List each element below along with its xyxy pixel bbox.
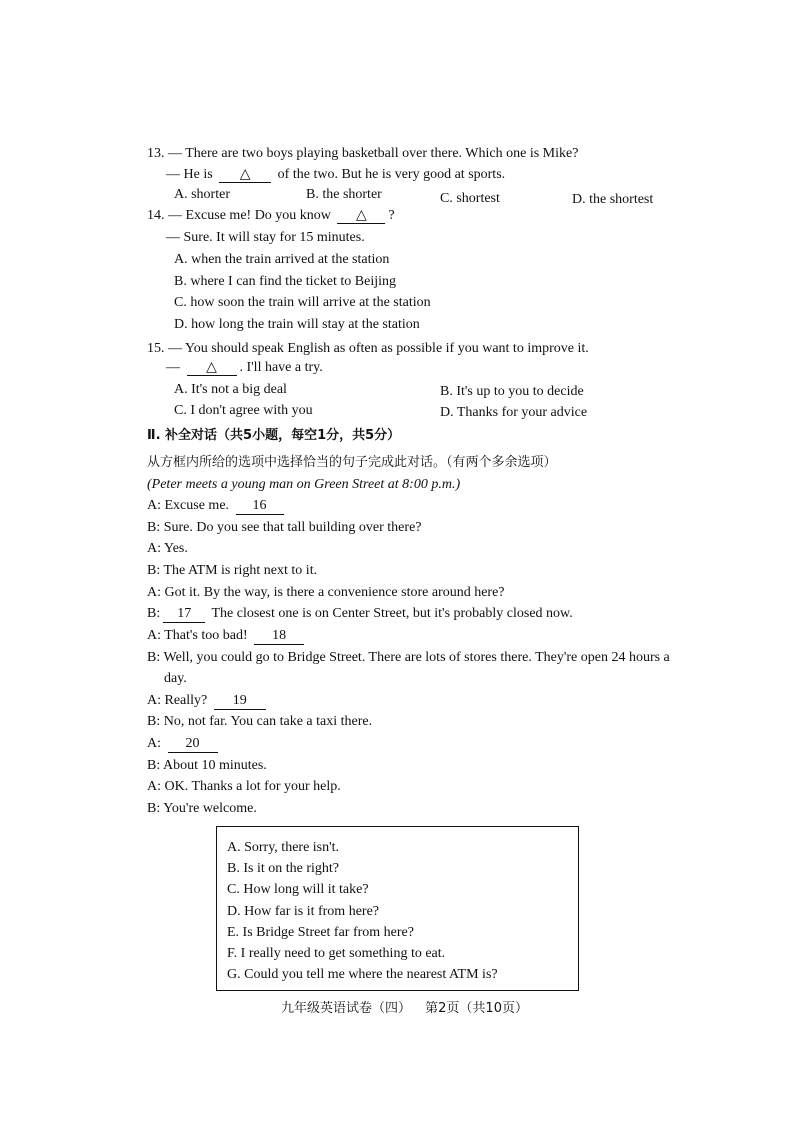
section-2-title: Ⅱ. 补全对话（共5小题，每空1分，共5分） <box>147 428 401 443</box>
box-option-b[interactable]: B. Is it on the right? <box>227 861 339 876</box>
blank-17[interactable]: 17 <box>163 606 205 623</box>
q14-reply: — Sure. It will stay for 15 minutes. <box>166 230 365 245</box>
q15-blank[interactable]: △ <box>187 359 237 376</box>
q13-option-a[interactable]: A. shorter <box>174 187 230 202</box>
blank-16[interactable]: 16 <box>236 498 284 515</box>
question-13: 13. — There are two boys playing basketball over there. Which one is Mike? <box>147 146 579 161</box>
box-option-f[interactable]: F. I really need to get something to eat. <box>227 946 446 961</box>
box-option-e[interactable]: E. Is Bridge Street far from here? <box>227 925 414 940</box>
dialogue-text: A: Really? <box>147 693 208 708</box>
dialogue-line-8: B: Well, you could go to Bridge Street. There are lots of stores there. They're open 24 hours a <box>147 650 670 665</box>
page-footer <box>281 1000 528 1018</box>
dialogue-line-11 <box>147 735 221 753</box>
question-15: 15. — You should speak English as often as possible if you want to improve it. <box>147 341 589 356</box>
exam-title: 九年级英语试卷（四） <box>281 1001 412 1016</box>
dialogue-text: A: <box>147 736 161 751</box>
section-2-scene: (Peter meets a young man on Green Street at 8:00 p.m.) <box>147 477 461 492</box>
page-number: 第2页（共10页） <box>425 1001 528 1016</box>
q14-option-d[interactable]: D. how long the train will stay at the station <box>174 317 420 332</box>
dialogue-line-13: A: OK. Thanks a lot for your help. <box>147 779 341 794</box>
dialogue-text: The closest one is on Center Street, but it's probably closed now. <box>211 606 573 621</box>
blank-20[interactable]: 20 <box>168 736 218 753</box>
dialogue-line-3: A: Yes. <box>147 541 188 556</box>
q14-blank[interactable]: △ <box>337 207 385 224</box>
q13-option-c[interactable]: C. shortest <box>440 191 500 206</box>
q14-option-c[interactable]: C. how soon the train will arrive at the station <box>174 295 431 310</box>
dialogue-text: B: <box>147 606 161 621</box>
dialogue-text: A: That's too bad! <box>147 628 248 643</box>
q13-answer-prefix: — He is <box>166 167 213 182</box>
dialogue-line-7 <box>147 627 307 645</box>
q15-reply-prefix: — <box>166 360 180 375</box>
dialogue-line-2: B: Sure. Do you see that tall building over there? <box>147 520 422 535</box>
q14-question-suffix: ? <box>388 208 395 223</box>
box-option-c[interactable]: C. How long will it take? <box>227 882 369 897</box>
q15-reply-line <box>166 359 323 377</box>
q13-blank[interactable]: △ <box>219 166 271 183</box>
q15-reply-suffix: . I'll have a try. <box>239 360 323 375</box>
dialogue-text: A: Excuse me. <box>147 498 230 513</box>
q14-option-b[interactable]: B. where I can find the ticket to Beijing <box>174 274 396 289</box>
section-2-instruction: 从方框内所给的选项中选择恰当的句子完成此对话。（有两个多余选项） <box>147 455 557 470</box>
box-option-d[interactable]: D. How far is it from here? <box>227 904 380 919</box>
q15-option-b[interactable]: B. It's up to you to decide <box>440 384 584 399</box>
dialogue-line-6 <box>147 605 573 623</box>
dialogue-line-9 <box>147 692 269 710</box>
q13-option-d[interactable]: D. the shortest <box>572 192 654 207</box>
q14-question-prefix: 14. — Excuse me! Do you know <box>147 208 331 223</box>
dialogue-line-8-cont: day. <box>164 671 187 686</box>
dialogue-line-5: A: Got it. By the way, is there a convenience store around here? <box>147 585 505 600</box>
box-option-a[interactable]: A. Sorry, there isn't. <box>227 840 340 855</box>
question-13-answer-line <box>166 166 505 184</box>
q13-option-b[interactable]: B. the shorter <box>306 187 382 202</box>
dialogue-line-14: B: You're welcome. <box>147 801 257 816</box>
box-option-g[interactable]: G. Could you tell me where the nearest ATM is? <box>227 967 498 982</box>
blank-19[interactable]: 19 <box>214 693 266 710</box>
dialogue-line-12: B: About 10 minutes. <box>147 758 267 773</box>
q14-option-a[interactable]: A. when the train arrived at the station <box>174 252 390 267</box>
options-box <box>216 826 579 991</box>
question-14 <box>147 207 395 225</box>
dialogue-line-1 <box>147 497 287 515</box>
blank-18[interactable]: 18 <box>254 628 304 645</box>
dialogue-line-10: B: No, not far. You can take a taxi there. <box>147 714 373 729</box>
q15-option-c[interactable]: C. I don't agree with you <box>174 403 313 418</box>
dialogue-line-4: B: The ATM is right next to it. <box>147 563 318 578</box>
q15-option-d[interactable]: D. Thanks for your advice <box>440 405 588 420</box>
q15-option-a[interactable]: A. It's not a big deal <box>174 382 287 397</box>
q13-answer-suffix: of the two. But he is very good at sports. <box>277 167 506 182</box>
